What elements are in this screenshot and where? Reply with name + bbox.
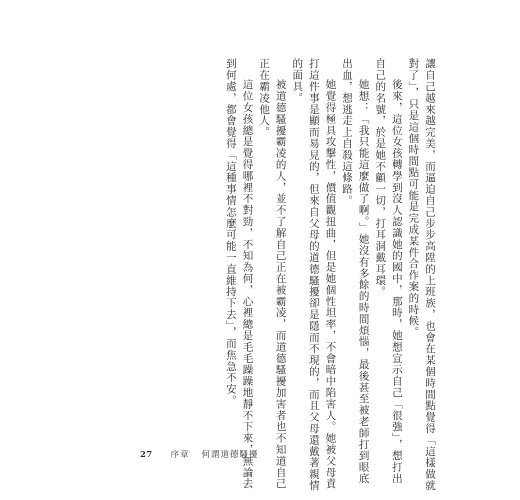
body-line: 打這件事是顯而易見的，但來自父母的道德騷擾卻是隱而不現的，而且父母還戴著親情	[307, 58, 320, 492]
chapter-title: 何謂道德騷擾	[201, 450, 259, 460]
body-line: 後來，這位女孩轉學到沒人認識她的國中，那時，她想宣示自己「很強」，想打出	[390, 79, 403, 485]
body-line: 她覺得極具攻擊性，價值觀扭曲，但是她個性坦率，不會暗中陷害人。她被父母責	[324, 79, 337, 490]
body-line: 出血，想逃走上自殺這條路。	[341, 58, 354, 207]
body-line: 被道德騷擾霸凌的人，並不了解自己正在被霸凌，而道德騷擾加害者也不知道自己	[274, 79, 287, 490]
body-line: 讓自己越來越完美，而逼迫自己步步高陞的上班族，也會在某個時間點覺得「這樣做就	[424, 58, 436, 492]
body-line: 對了」，只是這個時間點可能是完成某件合作案的時候。	[407, 58, 420, 338]
page-number: 27	[140, 450, 153, 460]
body-line: 這位女孩總是覺得哪裡不對勁，不知為何，心裡總是毛毛躁躁地靜不下來，無論去	[241, 79, 254, 490]
page-footer	[140, 448, 258, 460]
body-line: 她想：「我只能這麼做了啊。」她沒有多餘的時間煩惱，最後甚至被老師打到眼底	[357, 79, 370, 485]
body-line: 正在霸凌他人。	[258, 58, 271, 138]
chapter-label: 序章	[170, 450, 190, 460]
body-line: 的面具。	[291, 58, 304, 104]
body-line: 自己的名號，於是她不顧一切，打耳洞戴耳環。	[374, 58, 387, 298]
body-line: 到何處，都會覺得「這種事情怎麼可能一直維持下去」，而焦急不安。	[224, 58, 237, 407]
